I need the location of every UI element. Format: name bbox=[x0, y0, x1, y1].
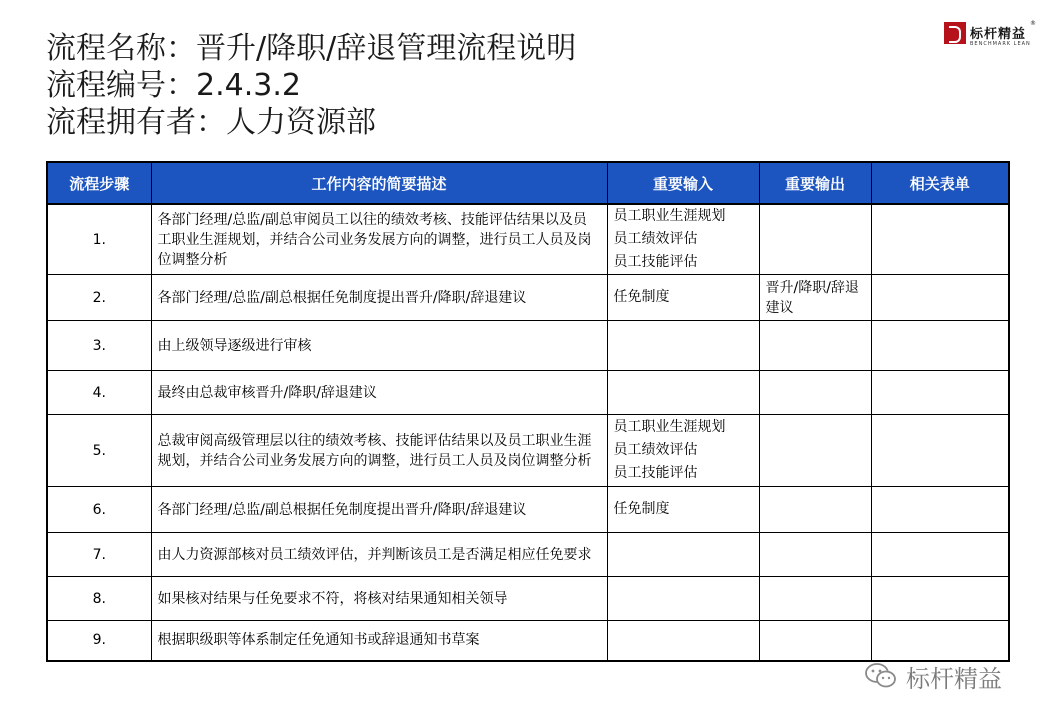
cell-input bbox=[607, 577, 759, 621]
header-step: 流程步骤 bbox=[47, 162, 151, 204]
cell-description: 如果核对结果与任免要求不符，将核对结果通知相关领导 bbox=[151, 577, 607, 621]
cell-step: 2. bbox=[47, 275, 151, 321]
cell-form bbox=[871, 275, 1009, 321]
cell-input bbox=[607, 487, 759, 533]
cell-output bbox=[759, 415, 871, 487]
cell-output bbox=[759, 371, 871, 415]
table-row bbox=[47, 487, 1009, 533]
cell-output bbox=[759, 487, 871, 533]
cell-form bbox=[871, 371, 1009, 415]
cell-input bbox=[607, 321, 759, 371]
process-table bbox=[46, 161, 1010, 662]
table-row bbox=[47, 371, 1009, 415]
cell-step: 5. bbox=[47, 415, 151, 487]
input-item: 员工绩效评估 bbox=[613, 231, 698, 247]
cell-input bbox=[607, 371, 759, 415]
cell-form bbox=[871, 621, 1009, 661]
cell-description: 各部门经理/总监/副总审阅员工以往的绩效考核、技能评估结果以及员工职业生涯规划，并结合公司业务发展方向的调整，进行员工人员及岗位调整分析 bbox=[151, 204, 607, 275]
cell-form bbox=[871, 321, 1009, 371]
cell-output: 晋升/降职/辞退建议 bbox=[759, 275, 871, 321]
cell-output bbox=[759, 621, 871, 661]
input-item: 员工技能评估 bbox=[613, 465, 698, 481]
cell-description: 由人力资源部核对员工绩效评估，并判断该员工是否满足相应任免要求 bbox=[151, 533, 607, 577]
cell-form bbox=[871, 415, 1009, 487]
cell-step: 7. bbox=[47, 533, 151, 577]
cell-input bbox=[607, 275, 759, 321]
cell-step: 6. bbox=[47, 487, 151, 533]
table-row bbox=[47, 533, 1009, 577]
input-item: 任免制度 bbox=[613, 501, 670, 517]
cell-step: 1. bbox=[47, 204, 151, 275]
logo-mark-icon bbox=[944, 22, 966, 44]
watermark-text: 标杆精益 bbox=[906, 664, 1002, 693]
cell-description: 各部门经理/总监/副总根据任免制度提出晋升/降职/辞退建议 bbox=[151, 275, 607, 321]
input-item: 员工职业生涯规划 bbox=[613, 208, 726, 224]
process-number: 流程编号：2.4.3.2 bbox=[46, 68, 301, 103]
cell-description: 总裁审阅高级管理层以往的绩效考核、技能评估结果以及员工职业生涯规划，并结合公司业务发展方向的调整，进行员工人员及岗位调整分析 bbox=[151, 415, 607, 487]
input-item: 员工技能评估 bbox=[613, 254, 698, 270]
table-row bbox=[47, 321, 1009, 371]
table-row bbox=[47, 415, 1009, 487]
cell-input bbox=[607, 533, 759, 577]
input-item: 员工绩效评估 bbox=[613, 442, 698, 458]
cell-form bbox=[871, 577, 1009, 621]
cell-description: 由上级领导逐级进行审核 bbox=[151, 321, 607, 371]
cell-step: 3. bbox=[47, 321, 151, 371]
cell-description: 各部门经理/总监/副总根据任免制度提出晋升/降职/辞退建议 bbox=[151, 487, 607, 533]
table-header-row bbox=[47, 162, 1009, 204]
cell-step: 4. bbox=[47, 371, 151, 415]
logo-registered: ® bbox=[1030, 20, 1036, 27]
cell-input bbox=[607, 621, 759, 661]
cell-description: 最终由总裁审核晋升/降职/辞退建议 bbox=[151, 371, 607, 415]
watermark bbox=[864, 656, 1002, 696]
cell-output bbox=[759, 533, 871, 577]
logo-text: 标杆精益 bbox=[970, 27, 1027, 42]
brand-logo bbox=[944, 22, 1034, 52]
cell-output bbox=[759, 321, 871, 371]
cell-form bbox=[871, 204, 1009, 275]
cell-output bbox=[759, 577, 871, 621]
table-row bbox=[47, 275, 1009, 321]
cell-form bbox=[871, 487, 1009, 533]
header-forms: 相关表单 bbox=[871, 162, 1009, 204]
header-input: 重要输入 bbox=[607, 162, 759, 204]
header-output: 重要输出 bbox=[759, 162, 871, 204]
input-item: 员工职业生涯规划 bbox=[613, 419, 726, 435]
process-owner: 流程拥有者：人力资源部 bbox=[46, 105, 376, 140]
wechat-icon bbox=[864, 662, 898, 690]
cell-input bbox=[607, 204, 759, 275]
table-row bbox=[47, 577, 1009, 621]
logo-subtext: BENCHMARK LEAN bbox=[970, 41, 1031, 47]
cell-output bbox=[759, 204, 871, 275]
page-title-block bbox=[46, 30, 576, 141]
table-row bbox=[47, 204, 1009, 275]
cell-step: 9. bbox=[47, 621, 151, 661]
cell-description: 根据职级职等体系制定任免通知书或辞退通知书草案 bbox=[151, 621, 607, 661]
header-description: 工作内容的简要描述 bbox=[151, 162, 607, 204]
cell-form bbox=[871, 533, 1009, 577]
cell-step: 8. bbox=[47, 577, 151, 621]
input-item: 任免制度 bbox=[613, 289, 670, 305]
cell-input bbox=[607, 415, 759, 487]
table-row bbox=[47, 621, 1009, 661]
process-name: 流程名称：晋升/降职/辞退管理流程说明 bbox=[46, 31, 577, 66]
